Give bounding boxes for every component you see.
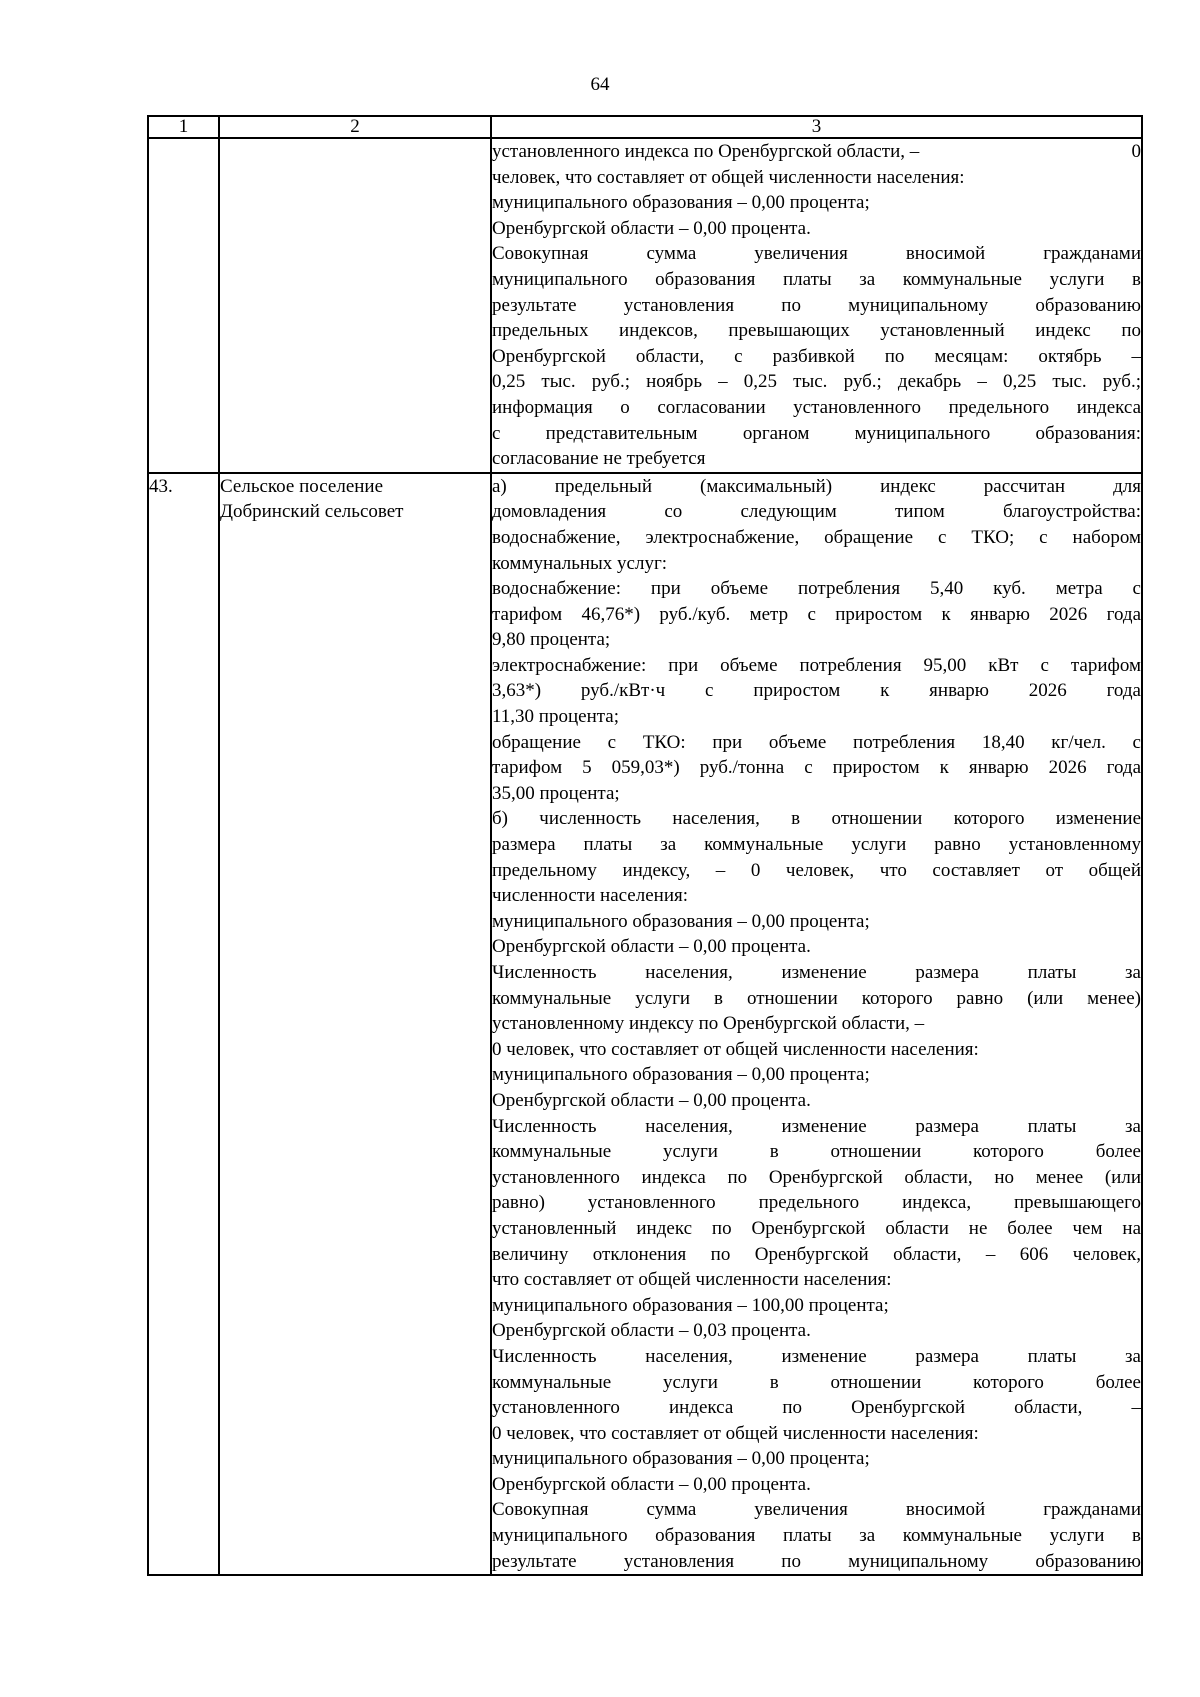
row1-text-line: Оренбургской области – 0,00 процента. bbox=[492, 217, 811, 239]
row1-text-line: информация о согласовании установленного предельного индекса bbox=[492, 396, 1141, 418]
row2-text-line: равно) установленного предельного индекса, превышающего bbox=[492, 1192, 1141, 1214]
row2-text-line: 35,00 процента; bbox=[492, 782, 620, 804]
row2-text-line: 3,63*) руб./кВт·ч с приростом к январю 2026 года bbox=[492, 680, 1141, 702]
row1-number-cell bbox=[148, 138, 219, 473]
row2-number-cell: 43. bbox=[148, 473, 219, 1576]
row1-first-line-text: установленного индекса по Оренбургской области, – bbox=[492, 141, 920, 162]
row2-text-line: водоснабжение: при объеме потребления 5,40 куб. метра с bbox=[492, 578, 1141, 600]
table-header-row bbox=[148, 116, 1142, 138]
row2-text-line: коммунальные услуги в отношении которого более bbox=[492, 1141, 1141, 1163]
row2-text-line: муниципального образования платы за коммунальные услуги в bbox=[492, 1525, 1141, 1547]
row2-text-line: коммунальных услуг: bbox=[492, 552, 668, 574]
row1-text-line: предельных индексов, превышающих установленный индекс по bbox=[492, 320, 1141, 342]
row1-text-line: результате установления по муниципальному образованию bbox=[492, 294, 1141, 316]
row2-text-line: 11,30 процента; bbox=[492, 706, 619, 728]
row2-name-line-2: Добринский сельсовет bbox=[220, 501, 404, 523]
row1-text-line: человек, что составляет от общей численности населения: bbox=[492, 166, 965, 188]
row2-text-line: Численность населения, изменение размера платы за bbox=[492, 1345, 1141, 1367]
header-col-3: 3 bbox=[491, 116, 1142, 138]
row1-first-line bbox=[492, 139, 1141, 165]
row2-text-lines bbox=[492, 474, 1141, 1575]
row2-text-line: установленного индекса по Оренбургской области, – bbox=[492, 1397, 1141, 1419]
row2-text-line: муниципального образования – 0,00 процента; bbox=[492, 1064, 870, 1086]
row2-text-line: коммунальные услуги в отношении которого более bbox=[492, 1371, 1141, 1393]
row2-text-line: водоснабжение, электроснабжение, обращение с ТКО; с набором bbox=[492, 526, 1141, 548]
row2-text-line: домовладения со следующим типом благоустройства: bbox=[492, 501, 1141, 523]
row2-name-cell bbox=[219, 473, 491, 1576]
row2-text-line: тарифом 5 059,03*) руб./тонна с приростом к январю 2026 года bbox=[492, 757, 1141, 779]
row2-text-line: Оренбургской области – 0,00 процента. bbox=[492, 1089, 811, 1111]
row2-text-line: результате установления по муниципальному образованию bbox=[492, 1550, 1141, 1572]
document-table bbox=[147, 115, 1143, 1576]
row2-name-line-1: Сельское поселение bbox=[220, 475, 384, 497]
row2-text-line: Оренбургской области – 0,03 процента. bbox=[492, 1320, 811, 1342]
row2-text-line: коммунальные услуги в отношении которого равно (или менее) bbox=[492, 987, 1141, 1009]
row2-text-line: что составляет от общей численности населения: bbox=[492, 1269, 892, 1291]
row2-text-line: установленный индекс по Оренбургской области не более чем на bbox=[492, 1217, 1141, 1239]
row1-text-line: Совокупная сумма увеличения вносимой гражданами bbox=[492, 243, 1141, 265]
row2-text-line: муниципального образования – 0,00 процента; bbox=[492, 1448, 870, 1470]
row2-text-cell bbox=[491, 473, 1142, 1576]
row1-text-line: Оренбургской области, с разбивкой по месяцам: октябрь – bbox=[492, 345, 1141, 367]
row1-text-line: 0,25 тыс. руб.; ноябрь – 0,25 тыс. руб.; декабрь – 0,25 тыс. руб.; bbox=[492, 371, 1141, 393]
row2-text-line: Совокупная сумма увеличения вносимой гражданами bbox=[492, 1499, 1141, 1521]
header-col-1: 1 bbox=[148, 116, 219, 138]
row2-text-line: численности населения: bbox=[492, 885, 689, 907]
row2-text-line: 9,80 процента; bbox=[492, 629, 611, 651]
row2-text-line: муниципального образования – 100,00 процента; bbox=[492, 1294, 889, 1316]
row2-text-line: Оренбургской области – 0,00 процента. bbox=[492, 936, 811, 958]
row1-text-cell bbox=[491, 138, 1142, 473]
row2-text-line: Численность населения, изменение размера платы за bbox=[492, 1115, 1141, 1137]
row2-text-line: обращение с ТКО: при объеме потребления 18,40 кг/чел. с bbox=[492, 731, 1141, 753]
table-row-continuation bbox=[148, 138, 1142, 473]
row2-text-line: а) предельный (максимальный) индекс рассчитан для bbox=[492, 475, 1141, 497]
row2-text-line: тарифом 46,76*) руб./куб. метр с приростом к январю 2026 года bbox=[492, 603, 1141, 625]
row2-text-line: величину отклонения по Оренбургской области, – 606 человек, bbox=[492, 1243, 1141, 1265]
row2-text-line: электроснабжение: при объеме потребления 95,00 кВт с тарифом bbox=[492, 654, 1141, 676]
row2-text-line: установленному индексу по Оренбургской области, – bbox=[492, 1013, 925, 1035]
row1-text-line: муниципального образования платы за коммунальные услуги в bbox=[492, 268, 1141, 290]
page-number: 64 bbox=[590, 74, 610, 95]
table-row-43 bbox=[148, 473, 1142, 1576]
row1-text-lines bbox=[492, 165, 1141, 472]
row1-text-line: с представительным органом муниципального образования: bbox=[492, 422, 1141, 444]
row2-text-line: 0 человек, что составляет от общей численности населения: bbox=[492, 1038, 979, 1060]
row1-text-line: муниципального образования – 0,00 процента; bbox=[492, 192, 870, 214]
row1-first-line-value: 0 bbox=[1131, 141, 1141, 162]
row2-text-line: муниципального образования – 0,00 процента; bbox=[492, 910, 870, 932]
row2-text-line: б) численность населения, в отношении которого изменение bbox=[492, 808, 1141, 830]
header-col-2: 2 bbox=[219, 116, 491, 138]
row2-text-line: размера платы за коммунальные услуги равно установленному bbox=[492, 834, 1141, 856]
row2-text-line: 0 человек, что составляет от общей численности населения: bbox=[492, 1422, 979, 1444]
row2-text-line: установленного индекса по Оренбургской области, но менее (или bbox=[492, 1166, 1141, 1188]
row1-text-line: согласование не требуется bbox=[492, 448, 706, 470]
row2-text-line: Оренбургской области – 0,00 процента. bbox=[492, 1473, 811, 1495]
row1-name-cell bbox=[219, 138, 491, 473]
row2-text-line: предельному индексу, – 0 человек, что составляет от общей bbox=[492, 859, 1141, 881]
row2-text-line: Численность населения, изменение размера платы за bbox=[492, 962, 1141, 983]
